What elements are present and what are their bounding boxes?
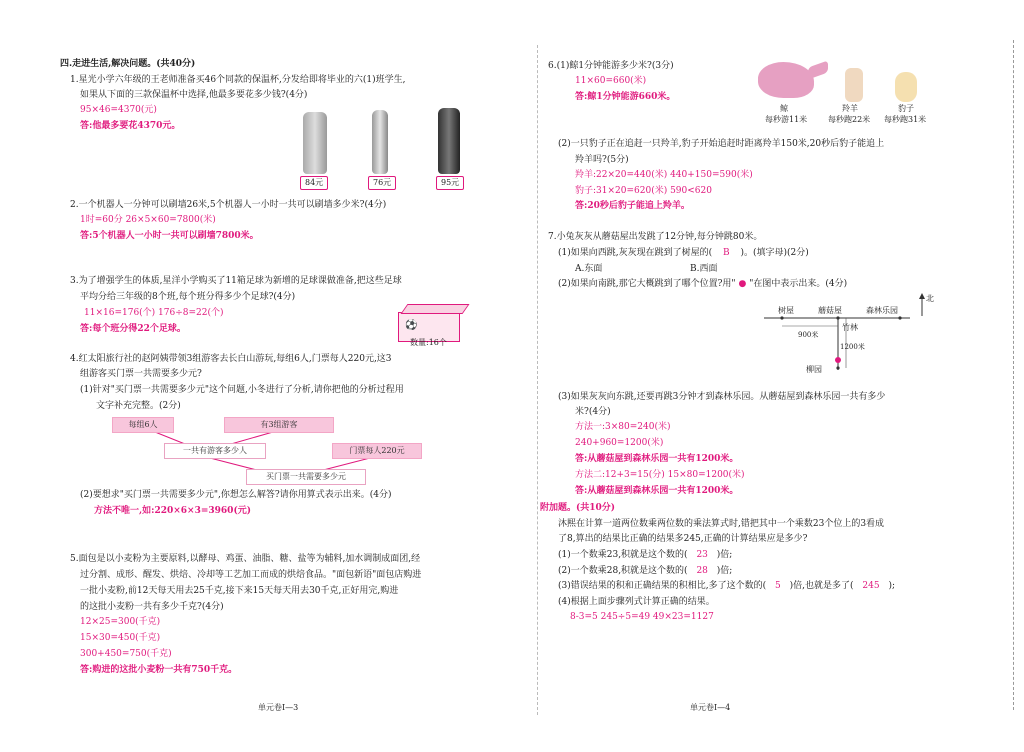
diagram-box-groups: 有3组游客: [224, 417, 334, 433]
extra-step-4: (4)根据上面步骤列式计算正确的结果。: [558, 597, 715, 607]
q7-sub1: [558, 247, 809, 260]
whale-tail: [808, 60, 828, 79]
q7-sub3-2: 米?(4分): [575, 407, 611, 417]
q7-method1-calc: 方法一:3×80=240(米): [575, 422, 671, 432]
q5-text-3: 一批小麦粉,前12天每天用去25千克,接下来15天每天用去30千克,正好用完,购进: [80, 586, 399, 596]
q4-text-2: 组游客买门票一共需要多少元?: [80, 369, 202, 379]
map-label-zhulin: 竹林: [842, 323, 858, 332]
q7-sub3: (3)如果灰灰向东跳,还要再跳3分钟才到森林乐园。从蘑菇屋到森林乐园一共有多少: [558, 392, 886, 402]
q5-text: 5.面包是以小麦粉为主要原料,以酵母、鸡蛋、油脂、糖、盐等为辅料,加水调制成面团,经: [70, 554, 421, 564]
north-arrow-head: [919, 293, 925, 299]
section-title: 四.走进生活,解决问题。(共40分): [60, 59, 196, 69]
map-label-liuyuan: 柳园: [806, 365, 822, 374]
box-label: 数量:16个: [410, 338, 447, 347]
animal-name-whale: 鲸: [780, 104, 788, 113]
extra-step-3-label: (3)错误结果的积和正确结果的积相比,多了这个数的(: [558, 581, 767, 591]
q7-sub1-end: )。(填字母)(2分): [740, 248, 809, 258]
extra-step-3-answer: 5: [775, 581, 781, 591]
q2-calc: 1时=60分 26×5×60=7800(米): [80, 215, 216, 225]
q7-option-a: A.东面: [575, 264, 603, 274]
q4-text: 4.红太阳旅行社的赵阿姨带领3组游客去长白山游玩,每组6人,门票每人220元,这3: [70, 354, 392, 364]
extra-text-2: 了8,算出的结果比正确的结果多245,正确的计算结果应是多少?: [558, 534, 808, 544]
right-page-footer: 单元卷Ⅰ—4: [690, 703, 731, 712]
q2-answer: 答:5个机器人一小时一共可以刷墙7800米。: [80, 231, 259, 241]
q3-text-2: 平均分给三年级的8个班,每个班分得多少个足球?(4分): [80, 292, 296, 302]
price-tag-3: 95元: [436, 176, 464, 190]
page-divider: [537, 45, 538, 715]
q6-sub2-2: 羚羊吗?(5分): [575, 155, 629, 165]
q7-method1-answer: 答:从蘑菇屋到森林乐园一共有1200米。: [575, 454, 739, 464]
q7-method2-answer: 答:从蘑菇屋到森林乐园一共有1200米。: [575, 486, 739, 496]
left-page-footer: 单元卷Ⅰ—3: [258, 703, 299, 712]
football-box-top: [400, 304, 469, 314]
senlin-point: [898, 316, 901, 319]
q4-sub1-2: 文字补充完整。(2分): [96, 401, 181, 411]
price-tag-1: 84元: [300, 176, 328, 190]
football-icon: ⚽: [405, 320, 418, 331]
q6-sub1-calc: 11×60=660(米): [575, 76, 647, 86]
q1-text: 1.星光小学六年级的王老师准备买46个同款的保温杯,分发给即将毕业的六(1)班学生,: [70, 75, 406, 85]
animal-speed-leopard: 每秒跑31米: [884, 115, 927, 124]
extra-step-1-end: )倍;: [716, 550, 733, 560]
animal-speed-antelope: 每秒跑22米: [828, 115, 871, 124]
bottle-2-image: [372, 110, 388, 174]
q7-option-b: B.西面: [690, 264, 718, 274]
extra-text: 沐熙在计算一道两位数乘两位数的乘法算式时,错把其中一个乘数23个位上的3看成: [558, 519, 885, 529]
map-label-1200: 1200米: [840, 343, 865, 351]
extra-step-2-end: )倍;: [716, 566, 733, 576]
liuyuan-point: [836, 366, 839, 369]
animal-speed-whale: 每秒游11米: [765, 115, 808, 124]
q6-sub1: 6.(1)鲸1分钟能游多少米?(3分): [548, 61, 674, 71]
q2-text: 2.一个机器人一分钟可以刷墙26米,5个机器人一小时一共可以刷墙多少米?(4分): [70, 200, 387, 210]
extra-step-2: [558, 565, 732, 578]
extra-step-3-end: );: [888, 581, 895, 591]
leopard-image: [895, 72, 917, 102]
q5-answer: 答:购进的这批小麦粉一共有750千克。: [80, 665, 238, 675]
map-label-shuwu: 树屋: [778, 306, 794, 315]
bottle-1-image: [303, 112, 327, 174]
extra-step-1-answer: 23: [696, 550, 708, 560]
q1-answer: 答:他最多要花4370元。: [80, 121, 181, 131]
q4-sub1: (1)针对"买门票一共需要多少元"这个问题,小冬进行了分析,请你把他的分析过程用: [80, 385, 404, 395]
q6-sub2-answer: 答:20秒后豹子能追上羚羊。: [575, 201, 690, 211]
extra-step-2-answer: 28: [696, 566, 708, 576]
q7-method2-calc: 方法二:12+3=15(分) 15×80=1200(米): [575, 470, 745, 480]
marker-dot-icon: ●: [738, 279, 747, 289]
diagram-box-total-people: 一共有游客多少人: [164, 443, 266, 459]
q5-calc-1: 12×25=300(千克): [80, 617, 161, 627]
animal-name-antelope: 羚羊: [842, 104, 858, 113]
binding-edge-line: [1013, 40, 1014, 710]
price-tag-2: 76元: [368, 176, 396, 190]
q1-text-2: 如果从下面的三款保温杯中选择,他最多要花多少钱?(4分): [80, 90, 308, 100]
q7-text: 7.小兔灰灰从蘑菇屋出发跳了12分钟,每分钟跳80米。: [548, 232, 763, 242]
q5-text-2: 过分割、成形、醒发、烘焙、冷却等工艺加工而成的烘焙食品。"面包新语"面包店购进: [80, 570, 422, 580]
map-label-north: 北: [926, 294, 934, 303]
extra-step-3: [558, 580, 895, 593]
q3-answer: 答:每个班分得22个足球。: [80, 324, 186, 334]
whale-image: [758, 62, 814, 98]
diagram-box-group-size: 每组6人: [112, 417, 174, 433]
extra-title: 附加题。(共10分): [540, 503, 616, 513]
q4-sub2-answer: 方法不唯一,如:220×6×3=3960(元): [94, 506, 251, 516]
extra-step-3-answer-2: 245: [862, 581, 880, 591]
q3-text: 3.为了增强学生的体质,星洋小学购买了11箱足球为新增的足球课做准备,把这些足球: [70, 276, 402, 286]
q5-calc-2: 15×30=450(千克): [80, 633, 161, 643]
extra-step-4-calc: 8-3=5 245÷5=49 49×23=1127: [570, 612, 714, 622]
diagram-box-ticket-price: 门票每人220元: [332, 443, 422, 459]
map-label-moguwu: 蘑菇屋: [818, 306, 842, 315]
q3-calc: 11×16=176(个) 176÷8=22(个): [84, 308, 224, 318]
extra-step-3-mid: )倍,也就是多了(: [789, 581, 854, 591]
bottle-3-image: [438, 108, 460, 174]
q7-sub1-answer: B: [723, 248, 730, 258]
diagram-box-total-cost: 买门票一共需要多少元: [246, 469, 366, 485]
q7-sub2-end: "在图中表示出来。(4分): [749, 279, 848, 289]
q4-sub2: (2)要想求"买门票一共需要多少元",你想怎么解答?请你用算式表示出来。(4分): [80, 490, 392, 500]
extra-step-1-label: (1)一个数乘23,积就是这个数的(: [558, 550, 688, 560]
extra-step-1: [558, 549, 732, 562]
q7-sub2-label: (2)如果向南跳,那它大概跳到了哪个位置?用": [558, 279, 736, 289]
map-label-senlin: 森林乐园: [866, 306, 898, 315]
south-marker-dot: [835, 357, 841, 363]
animal-name-leopard: 豹子: [898, 104, 914, 113]
q6-sub2-calc-1: 羚羊:22×20=440(米) 440+150=590(米): [575, 170, 753, 180]
q1-calc: 95×46=4370(元): [80, 105, 157, 115]
q5-calc-3: 300+450=750(千克): [80, 649, 172, 659]
q6-sub1-answer: 答:鲸1分钟能游660米。: [575, 92, 676, 102]
q6-sub2: (2)一只豹子正在追赶一只羚羊,豹子开始追赶时距离羚羊150米,20秒后豹子能追上: [558, 139, 885, 149]
q7-sub1-label: (1)如果向西跳,灰灰现在跳到了树屋的(: [558, 248, 713, 258]
map-label-900: 900米: [798, 331, 819, 339]
antelope-image: [845, 68, 863, 102]
extra-step-2-label: (2)一个数乘28,积就是这个数的(: [558, 566, 688, 576]
q6-sub2-calc-2: 豹子:31×20=620(米) 590<620: [575, 186, 712, 196]
q5-text-4: 的这批小麦粉一共有多少千克?(4分): [80, 602, 224, 612]
q7-method1-calc-2: 240+960=1200(米): [575, 438, 664, 448]
